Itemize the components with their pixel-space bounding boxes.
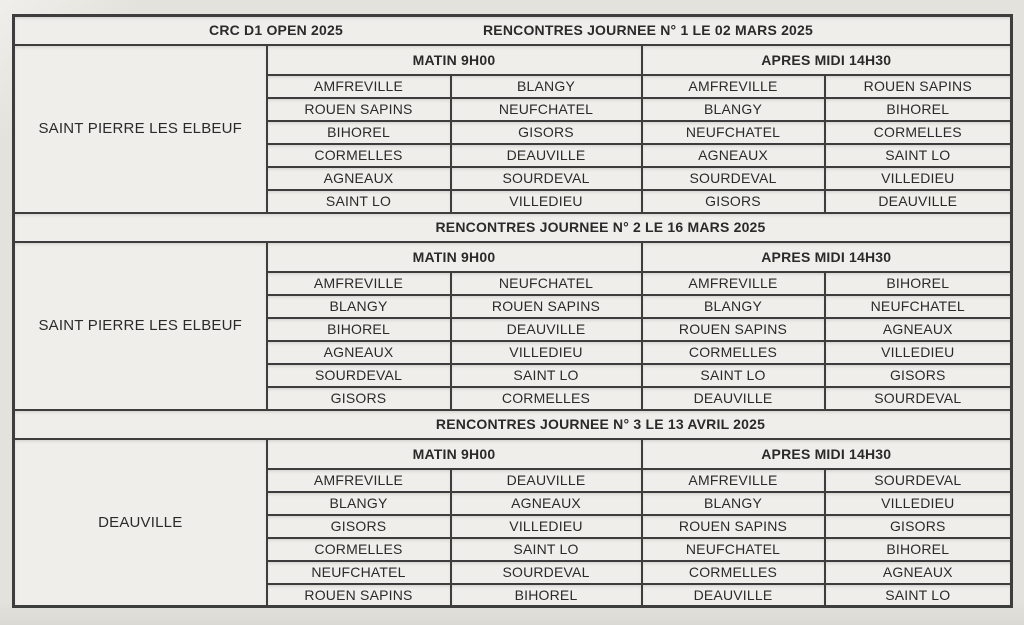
matin-team-a: AMFREVILLE [267,272,451,295]
apres-team-a: SOURDEVAL [642,167,825,190]
matin-team-b: NEUFCHATEL [451,98,642,121]
journee-2-title-cell [14,213,1012,242]
matin-team-b: SAINT LO [451,364,642,387]
apres-team-b: GISORS [825,515,1012,538]
matin-team-a: SOURDEVAL [267,364,451,387]
apres-team-a: NEUFCHATEL [642,121,825,144]
journee-2-title-row [14,213,1012,242]
matin-team-b: BLANGY [451,75,642,98]
apres-team-a: ROUEN SAPINS [642,515,825,538]
apres-team-a: NEUFCHATEL [642,538,825,561]
apres-team-b: SAINT LO [825,584,1012,607]
apres-team-a: DEAUVILLE [642,387,825,410]
apres-team-b: NEUFCHATEL [825,295,1012,318]
matin-team-b: SOURDEVAL [451,167,642,190]
apres-team-b: BIHOREL [825,538,1012,561]
apres-team-a: AGNEAUX [642,144,825,167]
matin-team-a: ROUEN SAPINS [267,98,451,121]
apres-team-b: SOURDEVAL [825,387,1012,410]
matin-team-a: GISORS [267,387,451,410]
journee-3-matin-header: MATIN 9H00 [267,439,642,469]
apres-team-b: BIHOREL [825,98,1012,121]
journee-1-session-row [14,45,1012,75]
apres-team-a: SAINT LO [642,364,825,387]
journee-1-title: RENCONTRES JOURNEE N° 1 LE 02 MARS 2025 [482,22,814,39]
journee-2-matin-header: MATIN 9H00 [267,242,642,272]
journee-2-title: RENCONTRES JOURNEE N° 2 LE 16 MARS 2025 [435,219,766,235]
matin-team-a: BLANGY [267,492,451,515]
matin-team-a: BLANGY [267,295,451,318]
apres-team-a: CORMELLES [642,341,825,364]
apres-team-a: ROUEN SAPINS [642,318,825,341]
journee-1-apres-header: APRES MIDI 14H30 [642,45,1012,75]
matin-team-a: BIHOREL [267,318,451,341]
apres-team-b: SAINT LO [825,144,1012,167]
schedule-table [12,14,1013,608]
matin-team-a: AMFREVILLE [267,75,451,98]
matin-team-b: ROUEN SAPINS [451,295,642,318]
apres-team-b: DEAUVILLE [825,190,1012,213]
apres-team-b: VILLEDIEU [825,341,1012,364]
matin-team-b: VILLEDIEU [451,515,642,538]
journee-1-matin-header: MATIN 9H00 [267,45,642,75]
matin-team-a: CORMELLES [267,144,451,167]
journee-3-title: RENCONTRES JOURNEE N° 3 LE 13 AVRIL 2025 [435,416,766,432]
matin-team-a: GISORS [267,515,451,538]
journee-3-location: DEAUVILLE [14,439,267,607]
matin-team-a: SAINT LO [267,190,451,213]
matin-team-a: BIHOREL [267,121,451,144]
matin-team-a: AMFREVILLE [267,469,451,492]
apres-team-b: GISORS [825,364,1012,387]
apres-team-b: ROUEN SAPINS [825,75,1012,98]
apres-team-a: DEAUVILLE [642,584,825,607]
matin-team-b: NEUFCHATEL [451,272,642,295]
apres-team-b: AGNEAUX [825,318,1012,341]
matin-team-b: SOURDEVAL [451,561,642,584]
apres-team-b: VILLEDIEU [825,492,1012,515]
apres-team-b: SOURDEVAL [825,469,1012,492]
apres-team-b: VILLEDIEU [825,167,1012,190]
journee-2-session-row [14,242,1012,272]
apres-team-b: CORMELLES [825,121,1012,144]
top-title-row [14,16,1012,45]
apres-team-a: AMFREVILLE [642,469,825,492]
matin-team-b: BIHOREL [451,584,642,607]
apres-team-a: GISORS [642,190,825,213]
apres-team-a: AMFREVILLE [642,272,825,295]
apres-team-a: BLANGY [642,98,825,121]
apres-team-a: BLANGY [642,492,825,515]
matin-team-b: DEAUVILLE [451,318,642,341]
apres-team-a: BLANGY [642,295,825,318]
journee-2-location: SAINT PIERRE LES ELBEUF [14,242,267,410]
matin-team-a: NEUFCHATEL [267,561,451,584]
journee-1-location: SAINT PIERRE LES ELBEUF [14,45,267,213]
matin-team-b: AGNEAUX [451,492,642,515]
matin-team-b: SAINT LO [451,538,642,561]
matin-team-b: CORMELLES [451,387,642,410]
matin-team-a: CORMELLES [267,538,451,561]
apres-team-b: BIHOREL [825,272,1012,295]
matin-team-b: DEAUVILLE [451,144,642,167]
matin-team-b: VILLEDIEU [451,190,642,213]
matin-team-a: ROUEN SAPINS [267,584,451,607]
apres-team-b: AGNEAUX [825,561,1012,584]
apres-team-a: CORMELLES [642,561,825,584]
matin-team-a: AGNEAUX [267,341,451,364]
journee-3-title-row [14,410,1012,439]
apres-team-a: AMFREVILLE [642,75,825,98]
journee-3-title-cell [14,410,1012,439]
journee-2-apres-header: APRES MIDI 14H30 [642,242,1012,272]
matin-team-a: AGNEAUX [267,167,451,190]
matin-team-b: DEAUVILLE [451,469,642,492]
journee-3-session-row [14,439,1012,469]
journee-3-apres-header: APRES MIDI 14H30 [642,439,1012,469]
top-title-cell [14,16,1012,45]
competition-title: CRC D1 OPEN 2025 [209,22,343,39]
matin-team-b: VILLEDIEU [451,341,642,364]
matin-team-b: GISORS [451,121,642,144]
